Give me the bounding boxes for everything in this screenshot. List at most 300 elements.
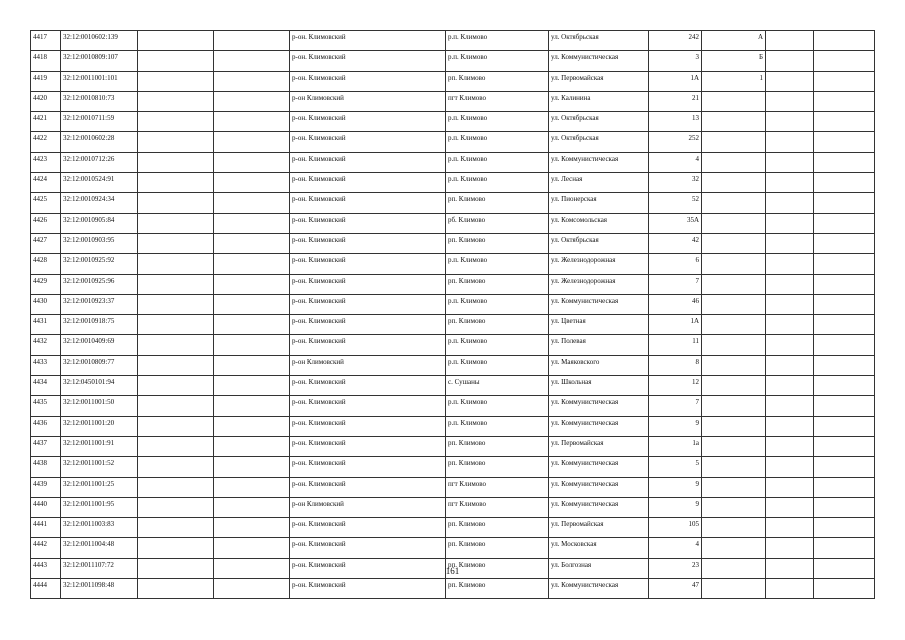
blank-cell-1 [138, 355, 214, 375]
extra-cell-2 [814, 112, 875, 132]
table-row [31, 51, 875, 71]
letter: Б [702, 51, 766, 71]
street: ул. Железнодорожная [549, 274, 649, 294]
blank-cell-1 [138, 538, 214, 558]
street: ул. Железнодорожная [549, 254, 649, 274]
blank-cell-2 [214, 213, 290, 233]
locality: рп. Климово [446, 538, 549, 558]
extra-cell-2 [814, 91, 875, 111]
letter [702, 355, 766, 375]
blank-cell-2 [214, 315, 290, 335]
extra-cell-1 [766, 436, 814, 456]
house-number: 11 [649, 335, 702, 355]
blank-cell-2 [214, 376, 290, 396]
extra-cell-1 [766, 497, 814, 517]
letter [702, 457, 766, 477]
table-row [31, 396, 875, 416]
row-number: 4423 [31, 152, 61, 172]
extra-cell-2 [814, 436, 875, 456]
letter [702, 193, 766, 213]
blank-cell-2 [214, 497, 290, 517]
blank-cell-2 [214, 396, 290, 416]
locality: р.п. Климово [446, 254, 549, 274]
letter [702, 315, 766, 335]
district: р-он. Климовский [290, 173, 446, 193]
district: р-он. Климовский [290, 376, 446, 396]
cadastral-number: 32:12:0010711:59 [61, 112, 138, 132]
letter [702, 173, 766, 193]
row-number: 4430 [31, 294, 61, 314]
locality: пгт Климово [446, 497, 549, 517]
blank-cell-2 [214, 579, 290, 599]
row-number: 4438 [31, 457, 61, 477]
letter [702, 518, 766, 538]
row-number: 4421 [31, 112, 61, 132]
district: р-он. Климовский [290, 477, 446, 497]
blank-cell-1 [138, 31, 214, 51]
locality: рп. Климово [446, 579, 549, 599]
street: ул. Коммунистическая [549, 497, 649, 517]
blank-cell-1 [138, 233, 214, 253]
letter [702, 376, 766, 396]
cadastral-number: 32:12:0010925:92 [61, 254, 138, 274]
cadastral-number: 32:12:0011001:20 [61, 416, 138, 436]
cadastral-number: 32:12:0010923:37 [61, 294, 138, 314]
letter [702, 335, 766, 355]
cadastral-number: 32:12:0010809:107 [61, 51, 138, 71]
locality: рп. Климово [446, 193, 549, 213]
locality: р.п. Климово [446, 31, 549, 51]
table-row [31, 355, 875, 375]
table-row [31, 579, 875, 599]
letter [702, 396, 766, 416]
row-number: 4419 [31, 71, 61, 91]
blank-cell-1 [138, 132, 214, 152]
row-number: 4433 [31, 355, 61, 375]
table-row [31, 497, 875, 517]
street: ул. Октябрьская [549, 132, 649, 152]
table-row [31, 173, 875, 193]
blank-cell-1 [138, 254, 214, 274]
house-number: 3 [649, 51, 702, 71]
cadastral-number: 32:12:0010918:75 [61, 315, 138, 335]
locality: рп. Климово [446, 558, 549, 578]
street: ул. Коммунистическая [549, 477, 649, 497]
extra-cell-1 [766, 193, 814, 213]
blank-cell-1 [138, 71, 214, 91]
locality: р.п. Климово [446, 51, 549, 71]
extra-cell-1 [766, 579, 814, 599]
street: ул. Первомайская [549, 436, 649, 456]
locality: рп. Климово [446, 233, 549, 253]
street: ул. Коммунистическая [549, 51, 649, 71]
table-row [31, 233, 875, 253]
locality: р.п. Климово [446, 335, 549, 355]
table-row [31, 538, 875, 558]
street: ул. Лесная [549, 173, 649, 193]
extra-cell-2 [814, 31, 875, 51]
blank-cell-1 [138, 213, 214, 233]
house-number: 12 [649, 376, 702, 396]
extra-cell-2 [814, 457, 875, 477]
street: ул. Коммунистическая [549, 152, 649, 172]
extra-cell-2 [814, 213, 875, 233]
locality: рп. Климово [446, 71, 549, 91]
row-number: 4431 [31, 315, 61, 335]
blank-cell-1 [138, 396, 214, 416]
street: ул. Коммунистическая [549, 294, 649, 314]
blank-cell-2 [214, 457, 290, 477]
street: ул. Болгозная [549, 558, 649, 578]
locality: р.п. Климово [446, 416, 549, 436]
letter [702, 112, 766, 132]
district: р-он. Климовский [290, 538, 446, 558]
letter: 1 [702, 71, 766, 91]
locality: р.п. Климово [446, 294, 549, 314]
cadastral-number: 32:12:0011107:72 [61, 558, 138, 578]
blank-cell-2 [214, 355, 290, 375]
district: р-он. Климовский [290, 71, 446, 91]
extra-cell-1 [766, 233, 814, 253]
table-row [31, 376, 875, 396]
district: р-он. Климовский [290, 213, 446, 233]
blank-cell-1 [138, 579, 214, 599]
locality: р.п. Климово [446, 396, 549, 416]
extra-cell-1 [766, 274, 814, 294]
table-row [31, 477, 875, 497]
extra-cell-1 [766, 315, 814, 335]
locality: р.п. Климово [446, 355, 549, 375]
blank-cell-1 [138, 112, 214, 132]
extra-cell-2 [814, 71, 875, 91]
row-number: 4420 [31, 91, 61, 111]
blank-cell-1 [138, 436, 214, 456]
extra-cell-2 [814, 416, 875, 436]
table-row [31, 274, 875, 294]
locality: пгт Климово [446, 477, 549, 497]
blank-cell-1 [138, 173, 214, 193]
house-number: 46 [649, 294, 702, 314]
locality: рп. Климово [446, 518, 549, 538]
blank-cell-1 [138, 376, 214, 396]
extra-cell-2 [814, 193, 875, 213]
row-number: 4442 [31, 538, 61, 558]
house-number: 1а [649, 436, 702, 456]
street: ул. Калинина [549, 91, 649, 111]
letter [702, 436, 766, 456]
cadastral-number: 32:12:0010905:84 [61, 213, 138, 233]
cadastral-number: 32:12:0011004:48 [61, 538, 138, 558]
letter [702, 132, 766, 152]
letter: А [702, 31, 766, 51]
street: ул. Первомайская [549, 518, 649, 538]
cadastral-number: 32:12:0011001:52 [61, 457, 138, 477]
district: р-он. Климовский [290, 579, 446, 599]
blank-cell-2 [214, 233, 290, 253]
cadastral-number: 32:12:0011001:101 [61, 71, 138, 91]
extra-cell-2 [814, 538, 875, 558]
district: р-он. Климовский [290, 335, 446, 355]
house-number: 13 [649, 112, 702, 132]
house-number: 32 [649, 173, 702, 193]
street: ул. Октябрьская [549, 31, 649, 51]
house-number: 5 [649, 457, 702, 477]
blank-cell-1 [138, 497, 214, 517]
blank-cell-2 [214, 274, 290, 294]
cadastral-number: 32:12:0010903:95 [61, 233, 138, 253]
district: р-он Климовский [290, 91, 446, 111]
extra-cell-2 [814, 518, 875, 538]
house-number: 42 [649, 233, 702, 253]
extra-cell-2 [814, 233, 875, 253]
extra-cell-2 [814, 396, 875, 416]
house-number: 8 [649, 355, 702, 375]
locality: рп. Климово [446, 274, 549, 294]
table-row [31, 91, 875, 111]
extra-cell-2 [814, 274, 875, 294]
street: ул. Цветная [549, 315, 649, 335]
house-number: 7 [649, 396, 702, 416]
extra-cell-1 [766, 173, 814, 193]
table-row [31, 71, 875, 91]
locality: рп. Климово [446, 436, 549, 456]
extra-cell-1 [766, 213, 814, 233]
locality: р.п. Климово [446, 173, 549, 193]
district: р-он. Климовский [290, 51, 446, 71]
extra-cell-1 [766, 91, 814, 111]
extra-cell-2 [814, 132, 875, 152]
letter [702, 213, 766, 233]
locality: рп. Климово [446, 315, 549, 335]
street: ул. Октябрьская [549, 112, 649, 132]
cadastral-number: 32:12:0010924:34 [61, 193, 138, 213]
house-number: 47 [649, 579, 702, 599]
district: р-он. Климовский [290, 558, 446, 578]
locality: с. Сушаны [446, 376, 549, 396]
row-number: 4429 [31, 274, 61, 294]
letter [702, 538, 766, 558]
street: ул. Московская [549, 538, 649, 558]
row-number: 4422 [31, 132, 61, 152]
district: р-он. Климовский [290, 31, 446, 51]
cadastral-number: 32:12:0011003:83 [61, 518, 138, 538]
house-number: 242 [649, 31, 702, 51]
house-number: 9 [649, 477, 702, 497]
row-number: 4441 [31, 518, 61, 538]
cadastral-number: 32:12:0010712:26 [61, 152, 138, 172]
cadastral-number: 32:12:0011001:91 [61, 436, 138, 456]
house-number: 4 [649, 152, 702, 172]
blank-cell-2 [214, 51, 290, 71]
cadastral-number: 32:12:0011098:48 [61, 579, 138, 599]
blank-cell-2 [214, 71, 290, 91]
street: ул. Коммунистическая [549, 396, 649, 416]
table-row [31, 132, 875, 152]
extra-cell-1 [766, 477, 814, 497]
extra-cell-2 [814, 173, 875, 193]
extra-cell-1 [766, 416, 814, 436]
table-row [31, 457, 875, 477]
row-number: 4425 [31, 193, 61, 213]
blank-cell-2 [214, 173, 290, 193]
blank-cell-2 [214, 538, 290, 558]
house-number: 1А [649, 315, 702, 335]
locality: пгт Климово [446, 91, 549, 111]
registry-table [30, 30, 875, 599]
row-number: 4418 [31, 51, 61, 71]
row-number: 4437 [31, 436, 61, 456]
extra-cell-2 [814, 376, 875, 396]
row-number: 4427 [31, 233, 61, 253]
blank-cell-2 [214, 193, 290, 213]
extra-cell-2 [814, 152, 875, 172]
cadastral-number: 32:12:0010524:91 [61, 173, 138, 193]
extra-cell-1 [766, 254, 814, 274]
cadastral-number: 32:12:0011001:25 [61, 477, 138, 497]
street: ул. Коммунистическая [549, 416, 649, 436]
letter [702, 274, 766, 294]
district: р-он. Климовский [290, 315, 446, 335]
street: ул. Маяковского [549, 355, 649, 375]
row-number: 4428 [31, 254, 61, 274]
district: р-он. Климовский [290, 416, 446, 436]
extra-cell-2 [814, 477, 875, 497]
blank-cell-2 [214, 112, 290, 132]
district: р-он. Климовский [290, 132, 446, 152]
district: р-он. Климовский [290, 436, 446, 456]
extra-cell-1 [766, 538, 814, 558]
table-row [31, 315, 875, 335]
extra-cell-1 [766, 518, 814, 538]
table-row [31, 294, 875, 314]
house-number: 9 [649, 416, 702, 436]
cadastral-number: 32:12:0010409:69 [61, 335, 138, 355]
table-row [31, 254, 875, 274]
district: р-он. Климовский [290, 233, 446, 253]
extra-cell-2 [814, 51, 875, 71]
blank-cell-2 [214, 477, 290, 497]
row-number: 4424 [31, 173, 61, 193]
letter [702, 152, 766, 172]
extra-cell-2 [814, 355, 875, 375]
row-number: 4426 [31, 213, 61, 233]
district: р-он Климовский [290, 355, 446, 375]
cadastral-number: 32:12:0011001:95 [61, 497, 138, 517]
blank-cell-1 [138, 416, 214, 436]
blank-cell-2 [214, 152, 290, 172]
blank-cell-1 [138, 152, 214, 172]
house-number: 4 [649, 538, 702, 558]
district: р-он. Климовский [290, 112, 446, 132]
extra-cell-2 [814, 294, 875, 314]
extra-cell-1 [766, 355, 814, 375]
extra-cell-2 [814, 579, 875, 599]
table-row [31, 31, 875, 51]
extra-cell-1 [766, 376, 814, 396]
street: ул. Полевая [549, 335, 649, 355]
page-number: 161 [445, 566, 460, 576]
locality: р.п. Климово [446, 132, 549, 152]
house-number: 9 [649, 497, 702, 517]
cadastral-number: 32:12:0010602:139 [61, 31, 138, 51]
letter [702, 233, 766, 253]
locality: р.п. Климово [446, 112, 549, 132]
extra-cell-2 [814, 254, 875, 274]
letter [702, 294, 766, 314]
locality: рб. Климово [446, 213, 549, 233]
house-number: 23 [649, 558, 702, 578]
cadastral-number: 32:12:0010810:73 [61, 91, 138, 111]
blank-cell-1 [138, 457, 214, 477]
district: р-он. Климовский [290, 396, 446, 416]
letter [702, 579, 766, 599]
letter [702, 416, 766, 436]
blank-cell-1 [138, 193, 214, 213]
district: р-он Климовский [290, 497, 446, 517]
extra-cell-2 [814, 497, 875, 517]
extra-cell-1 [766, 396, 814, 416]
blank-cell-1 [138, 315, 214, 335]
row-number: 4436 [31, 416, 61, 436]
district: р-он. Климовский [290, 518, 446, 538]
blank-cell-2 [214, 436, 290, 456]
table-row [31, 518, 875, 538]
district: р-он. Климовский [290, 274, 446, 294]
blank-cell-1 [138, 294, 214, 314]
letter [702, 254, 766, 274]
blank-cell-2 [214, 416, 290, 436]
street: ул. Школьная [549, 376, 649, 396]
table-row [31, 112, 875, 132]
row-number: 4443 [31, 558, 61, 578]
locality: рп. Климово [446, 457, 549, 477]
extra-cell-1 [766, 457, 814, 477]
row-number: 4417 [31, 31, 61, 51]
extra-cell-1 [766, 71, 814, 91]
blank-cell-2 [214, 31, 290, 51]
blank-cell-2 [214, 518, 290, 538]
locality: р.п. Климово [446, 152, 549, 172]
district: р-он. Климовский [290, 457, 446, 477]
extra-cell-1 [766, 335, 814, 355]
row-number: 4432 [31, 335, 61, 355]
row-number: 4440 [31, 497, 61, 517]
cadastral-number: 32:12:0010809:77 [61, 355, 138, 375]
blank-cell-1 [138, 51, 214, 71]
letter [702, 91, 766, 111]
house-number: 6 [649, 254, 702, 274]
extra-cell-1 [766, 294, 814, 314]
district: р-он. Климовский [290, 152, 446, 172]
cadastral-number: 32:12:0011001:50 [61, 396, 138, 416]
table-row [31, 213, 875, 233]
cadastral-number: 32:12:0010925:96 [61, 274, 138, 294]
extra-cell-1 [766, 132, 814, 152]
street: ул. Комсомольская [549, 213, 649, 233]
street: ул. Пионерская [549, 193, 649, 213]
blank-cell-1 [138, 274, 214, 294]
house-number: 105 [649, 518, 702, 538]
street: ул. Коммунистическая [549, 579, 649, 599]
cadastral-number: 32:12:0010602:28 [61, 132, 138, 152]
cadastral-number: 32:12:0450101:94 [61, 376, 138, 396]
extra-cell-1 [766, 152, 814, 172]
blank-cell-1 [138, 335, 214, 355]
table-row [31, 436, 875, 456]
table-row [31, 152, 875, 172]
blank-cell-2 [214, 335, 290, 355]
table-row [31, 335, 875, 355]
